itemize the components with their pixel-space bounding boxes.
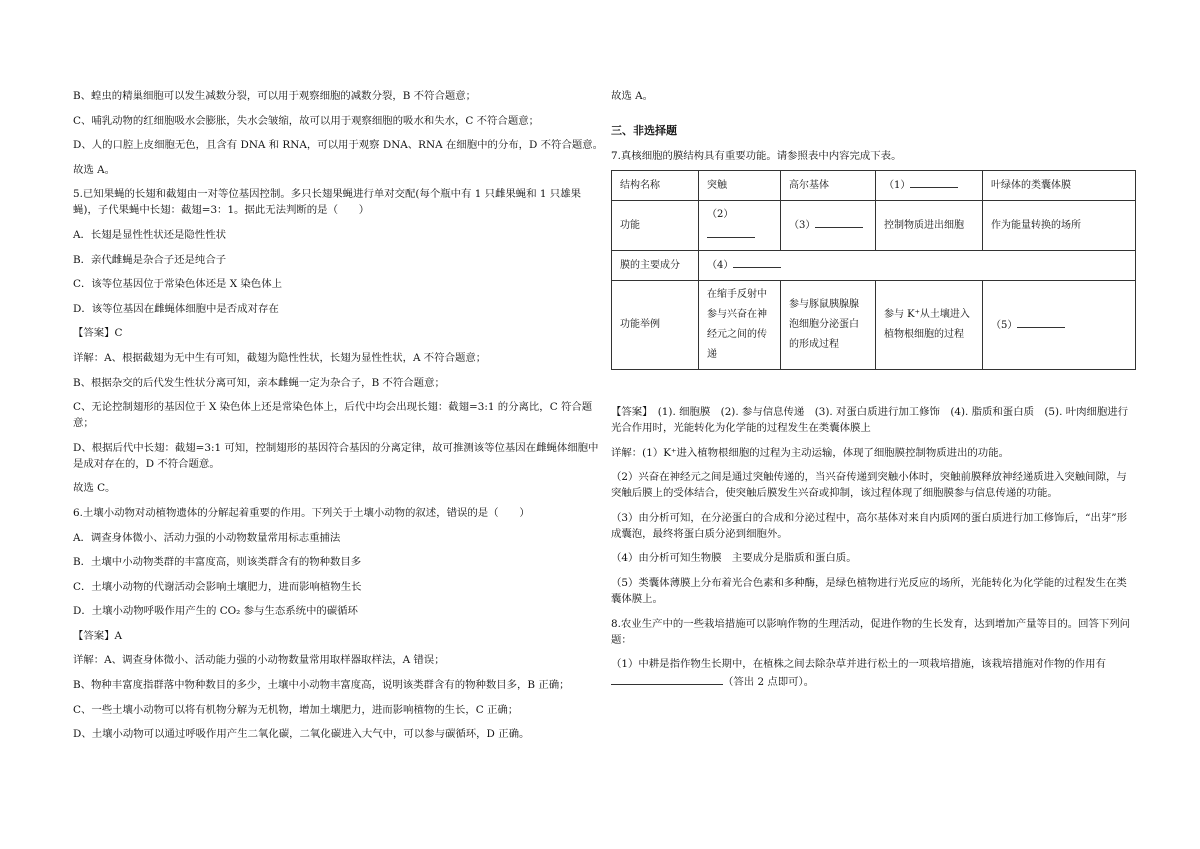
- left-line-2: D、人的口腔上皮细胞无色，且含有 DNA 和 RNA，可以用于观察 DNA、RNA 在细胞中的分布，D 不符合题意。: [73, 139, 604, 152]
- table-cell: 功能: [612, 201, 699, 251]
- question-7: 7.真核细胞的膜结构具有重要功能。请参照表中内容完成下表。: [611, 150, 902, 162]
- cell-label: （1）: [884, 180, 911, 191]
- table-row: [612, 201, 1136, 251]
- right-top-line: 故选 A。: [611, 90, 653, 102]
- section-heading: 三、非选择题: [611, 124, 677, 137]
- question-5: 5.已知果蝇的长翅和截翅由一对等位基因控制。多只长翅果蝇进行单对交配(每个瓶中有 1 只雌果蝇和 1 只雄果蝇)，子代果蝇中长翅：截翅=3：1。据此无法判断的是（ ）: [73, 188, 581, 217]
- table-row: [612, 281, 1136, 370]
- table-cell: 高尔基体: [781, 171, 876, 201]
- q6-option-b: B．土壤中小动物类群的丰富度高，则该类群含有的物种数目多: [73, 556, 362, 569]
- q5-answer: 【答案】C: [73, 327, 123, 340]
- table-cell: 参与豚鼠胰腺腺泡细胞分泌蛋白的形成过程: [781, 281, 876, 370]
- table-row: [612, 171, 1136, 201]
- q6-explain-a: 详解：A、调查身体微小、活动能力强的小动物数量常用取样器取样法，A 错误；: [73, 654, 445, 667]
- q5-option-a: A．长翅是显性性状还是隐性性状: [73, 228, 226, 241]
- q7-explain-2: （2）兴奋在神经元之间是通过突触传递的，当兴奋传递到突触小体时，突触前膜释放神经递质进入突触间隙，与突触后膜上的受体结合，使突触后膜发生兴奋或抑制，该过程体现了细胞膜参与信息传递的功能。: [611, 471, 1127, 500]
- table-cell: 突触: [699, 171, 781, 201]
- table-cell: 作为能量转换的场所: [983, 201, 1136, 251]
- table-cell: 叶绿体的类囊体膜: [983, 171, 1136, 201]
- q5-explain-c: C、无论控制翅形的基因位于 X 染色体上还是常染色体上，后代中均会出现长翅：截翅=3:1 的分离比，C 符合题意；: [73, 401, 593, 430]
- q5-explain-d: D、根据后代中长翅：截翅=3:1 可知，控制翅形的基因符合基因的分离定律，故可推测该等位基因在雌蝇体细胞中是成对存在的，D 不符合题意。: [73, 441, 599, 470]
- left-line-0: B、蝗虫的精巢细胞可以发生减数分裂，可以用于观察细胞的减数分裂，B 不符合题意；: [73, 90, 477, 102]
- q8-part-1-text: （1）中耕是指作物生长期中，在植株之间去除杂草并进行松土的一项栽培措施，该栽培措施对作物的作用有: [611, 658, 1106, 671]
- answer-blank: [707, 225, 755, 238]
- q5-option-c: C．该等位基因位于常染色体还是 X 染色体上: [73, 278, 282, 291]
- cell-label: （2）: [707, 209, 734, 220]
- table-cell: [699, 201, 781, 251]
- answer-blank: [910, 175, 958, 188]
- table-cell: [699, 251, 1136, 281]
- q6-explain-c: C、一些土壤小动物可以将有机物分解为无机物，增加土壤肥力，进而影响植物的生长，C 正确；: [73, 703, 519, 716]
- left-column: [73, 88, 603, 751]
- cell-label: （5）: [991, 319, 1018, 331]
- q7-explain-1: 详解：(1）K⁺进入植物根细胞的过程为主动运输，体现了细胞膜控制物质进出的功能。: [611, 446, 1009, 459]
- table-cell: 结构名称: [612, 171, 699, 201]
- answer-blank: [611, 672, 723, 685]
- q8-part-1: [611, 656, 1136, 690]
- q5-explain-b: B、根据杂交的后代发生性状分离可知，亲本雌蝇一定为杂合子，B 不符合题意；: [73, 376, 445, 389]
- right-column: [611, 88, 1136, 699]
- table-cell: [983, 281, 1136, 370]
- q6-explain-b: B、物种丰富度指群落中物种数目的多少，土壤中小动物丰富度高，说明该类群含有的物种数目多，B 正确；: [73, 679, 570, 692]
- table-cell: 参与 K⁺从土壤进入植物根细胞的过程: [876, 281, 983, 370]
- q6-answer: 【答案】A: [73, 629, 123, 642]
- cell-label: （3）: [789, 220, 816, 231]
- table-cell: 功能举例: [612, 281, 699, 370]
- q8-part-1-tail: （答出 2 点即可）。: [723, 676, 815, 689]
- answer-blank: [815, 215, 863, 228]
- q6-option-d: D．土壤小动物呼吸作用产生的 CO₂ 参与生态系统中的碳循环: [73, 605, 358, 618]
- answer-blank: [733, 255, 781, 268]
- question-8: 8.农业生产中的一些栽培措施可以影响作物的生理活动，促进作物的生长发育，达到增加产量等目的。回答下列问题：: [611, 617, 1131, 646]
- table-cell: 膜的主要成分: [612, 251, 699, 281]
- question-6: 6.土壤小动物对动植物遗体的分解起着重要的作用。下列关于土壤小动物的叙述，错误的是（ ）: [73, 506, 530, 519]
- table-cell: [876, 171, 983, 201]
- q6-explain-d: D、土壤小动物可以通过呼吸作用产生二氧化碳，二氧化碳进入大气中，可以参与碳循环，D 正确。: [73, 728, 530, 741]
- table-cell: 在缩手反射中参与兴奋在神经元之间的传递: [699, 281, 781, 370]
- q7-explain-5: （5）类囊体薄膜上分布着光合色素和多种酶，是绿色植物进行光反应的场所，光能转化为化学能的过程发生在类囊体膜上。: [611, 576, 1127, 605]
- table-cell: [781, 201, 876, 251]
- q6-option-a: A．调查身体微小、活动力强的小动物数量常用标志重捕法: [73, 531, 341, 544]
- answer-blank: [1017, 315, 1065, 328]
- q5-option-b: B．亲代雌蝇是杂合子还是纯合子: [73, 253, 227, 266]
- table-row: [612, 251, 1136, 281]
- q5-conclusion: 故选 C。: [73, 482, 116, 495]
- q7-explain-4: （4）由分析可知生物膜 主要成分是脂质和蛋白质。: [611, 552, 857, 565]
- membrane-table: [611, 170, 1136, 370]
- q7-explain-3: （3）由分析可知，在分泌蛋白的合成和分泌过程中，高尔基体对来自内质网的蛋白质进行加工修饰后，“出芽”形成囊泡，最终将蛋白质分泌到细胞外。: [611, 511, 1127, 540]
- q7-answer: 【答案】 (1). 细胞膜 (2). 参与信息传递 (3). 对蛋白质进行加工修饰 (4). 脂质和蛋白质 (5). 叶肉细胞进行光合作用时，光能转化为化学能的过程发生在类囊体膜上: [611, 406, 1129, 434]
- left-line-1: C、哺乳动物的红细胞吸水会膨胀，失水会皱缩，故可以用于观察细胞的吸水和失水，C 不符合题意；: [73, 114, 539, 127]
- cell-label: （4）: [707, 260, 734, 271]
- q6-option-c: C．土壤小动物的代谢活动会影响土壤肥力，进而影响植物生长: [73, 580, 362, 593]
- table-cell: 控制物质进出细胞: [876, 201, 983, 251]
- q5-option-d: D．该等位基因在雌蝇体细胞中是否成对存在: [73, 302, 279, 315]
- q5-explain-a: 详解：A、根据截翅为无中生有可知，截翅为隐性性状，长翅为显性性状，A 不符合题意；: [73, 351, 487, 364]
- left-line-3: 故选 A。: [73, 163, 115, 176]
